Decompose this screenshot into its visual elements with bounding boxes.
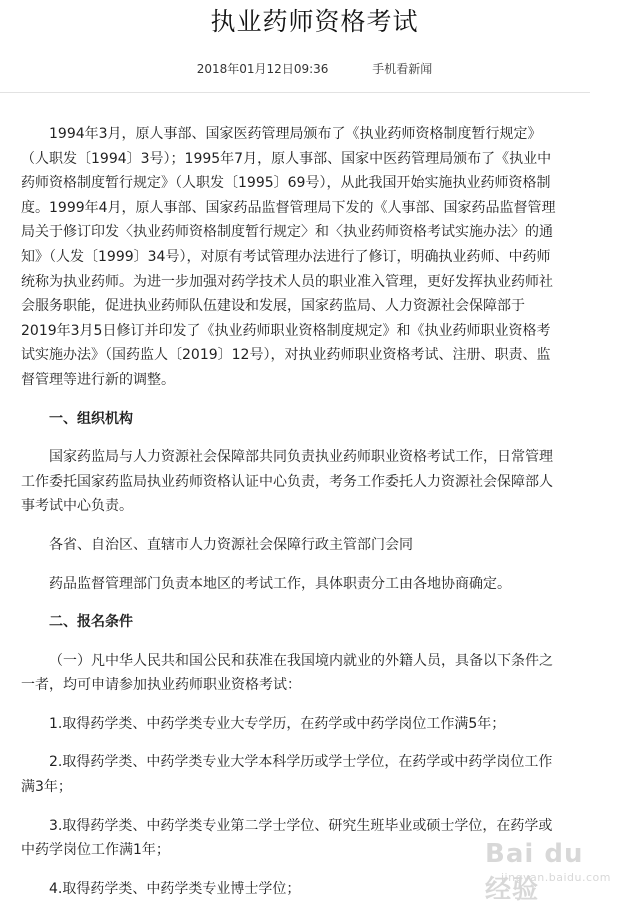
intro-paragraph: 1994年3月，原人事部、国家医药管理局颁布了《执业药师资格制度暂行规定》（人职发〔1994〕3号）；1995年7月，原人事部、国家中医药管理局颁布了《执业中药师资格制度暂行规定》（人职发〔1995〕69号），从此我国开始实施执业药师资格制度。1999年4月，原人事部、国家药品监督管理局下发的《人事部、国家药品监督管理局关于修订印发〈执业药师资格制度暂行规定〉和〈执业药师资格考试实施办法〉的通知》（人发〔1999〕34号），对原有考试管理办法进行了修订，明确执业药师、中药师统称为执业药师。为进一步加强对药学技术人员的职业准入管理，更好发挥执业药师社会服务职能，促进执业药师队伍建设和发展，国家药监局、人力资源社会保障部于2019年3月5日修订并印发了《执业药师职业资格制度规定》和《执业药师职业资格考试实施办法》（国药监人〔2019〕12号），对执业药师职业资格考试、注册、职责、监督管理等进行新的调整。	[21, 126, 556, 388]
eligibility-item: 3.取得药学类、中药学类专业第二学士学位、研究生班毕业或硕士学位，在药学或中药学岗位工作满1年；	[21, 817, 553, 859]
section-heading-organization: 一、组织机构	[49, 410, 133, 427]
header-divider	[0, 92, 590, 93]
publish-date: 2018年01月12日09:36	[196, 62, 329, 76]
organization-paragraph: 各省、自治区、直辖市人力资源社会保障行政主管部门会同	[49, 536, 413, 553]
organization-paragraph: 国家药监局与人力资源社会保障部共同负责执业药师职业资格考试工作，日常管理工作委托国家药监局执业药师资格认证中心负责，考务工作委托人力资源社会保障部人事考试中心负责。	[21, 449, 553, 515]
mobile-news-link[interactable]: 手机看新闻	[372, 62, 433, 76]
article-title: 执业药师资格考试	[210, 7, 419, 36]
eligibility-intro: （一）凡中华人民共和国公民和获准在我国境内就业的外籍人员，具备以下条件之一者，均可申请参加执业药师职业资格考试：	[21, 652, 553, 694]
article-body	[21, 122, 559, 915]
organization-paragraph: 药品监督管理部门负责本地区的考试工作，具体职责分工由各地协商确定。	[49, 575, 511, 592]
eligibility-item: 1.取得药学类、中药学类专业大专学历，在药学或中药学岗位工作满5年；	[49, 715, 506, 732]
section-heading-eligibility: 二、报名条件	[49, 614, 133, 631]
watermark-logo: Bai du 经验	[485, 839, 584, 905]
article-meta	[0, 61, 629, 77]
eligibility-item: 4.取得药学类、中药学类专业博士学位；	[49, 880, 301, 897]
watermark-url: jingyan.baidu.com	[500, 871, 611, 884]
eligibility-item: 2.取得药学类、中药学类专业大学本科学历或学士学位，在药学或中药学岗位工作满3年；	[21, 754, 553, 796]
baidu-jingyan-watermark	[485, 837, 615, 905]
